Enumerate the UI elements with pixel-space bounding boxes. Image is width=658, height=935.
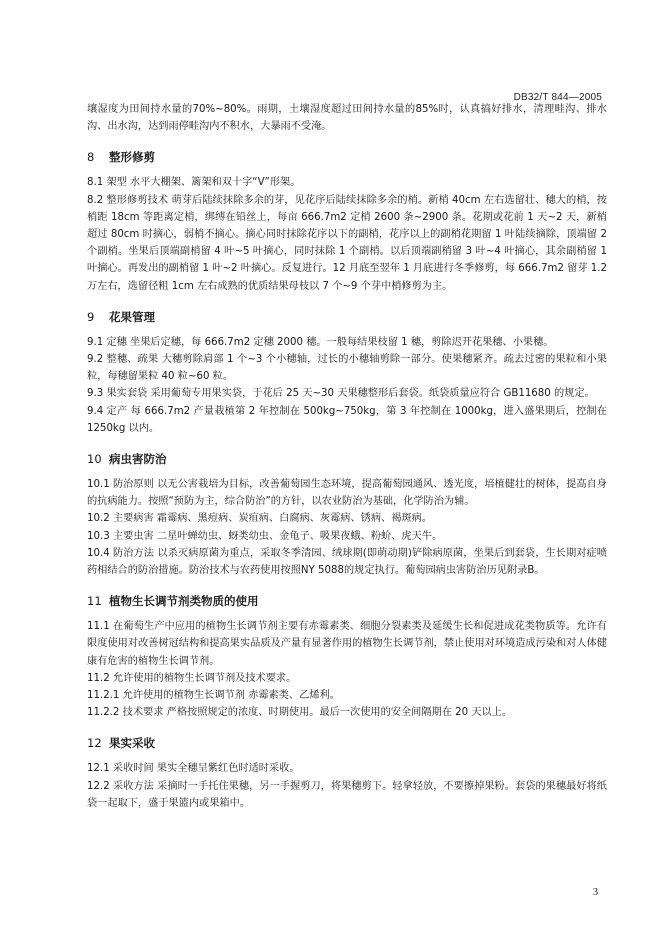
clause-11-2-2: 11.2.2 技术要求 严格按照规定的浓度、时期使用。最后一次使用的安全间隔期在 20 天以上。 (87, 707, 513, 719)
section-heading-12 (87, 735, 607, 751)
clause-8-1: 8.1 架型 水平大棚架、篱架和双十字“V”形架。 (87, 177, 301, 189)
clause-10-1: 10.1 防治原则 以无公害栽培为目标，改善葡萄园生态环境，提高葡萄园通风、透光度，培植健壮的树体，提高自身的抗病能力。按照“预防为主，综合防治”的方针，以农业防治为基础，化学防治为辅。 (87, 479, 607, 508)
paragraph-irrigation-continued: 壤湿度为田间持水量的70%~80%。雨期，土壤湿度超过田间持水量的85%时，认真搞好排水，清理畦沟、排水沟、出水沟，达到雨停畦沟内不积水，大暴雨不受淹。 (87, 104, 607, 133)
standard-code: DB32/T 844—2005 (513, 92, 602, 103)
section-title: 整形修剪 (109, 150, 155, 165)
clause-10-2: 10.2 主要病害 霜霉病、黑痘病、炭疽病、白腐病、灰霉病、锈病、褐斑病。 (87, 513, 432, 525)
section-number: 10 (87, 452, 102, 467)
clause-11-1: 11.1 在葡萄生产中应用的植物生长调节剂主要有赤霉素类、细胞分裂素类及延缓生长和促进成花类物质等。允许有限度使用对改善树冠结构和提高果实品质及产量有显著作用的植物生长调节剂，禁止使用对环境造成污染和对人体健康有危害的植物生长调节剂。 (87, 621, 607, 667)
section-title: 果实采收 (109, 736, 155, 751)
section-title: 病虫害防治 (109, 452, 167, 467)
section-heading-10 (87, 451, 607, 467)
section-number: 11 (87, 594, 102, 609)
clause-11-2-1: 11.2.1 允许使用的植物生长调节剂 赤霉素类、乙烯利。 (87, 690, 340, 702)
section-title: 植物生长调节剂类物质的使用 (109, 594, 259, 609)
section-number: 12 (87, 736, 102, 751)
section-heading-11 (87, 593, 607, 609)
clause-9-4: 9.4 定产 每 666.7m2 产量栽植第 2 年控制在 500kg~750kg，第 3 年控制在 1000kg，进入盛果期后，控制在 1250kg 以内。 (87, 405, 607, 434)
section-title: 花果管理 (109, 309, 155, 324)
clause-10-3: 10.3 主要虫害 二星叶蝉幼虫、蚜类幼虫、金龟子、吸果夜蛾、粉蚧、虎天牛。 (87, 530, 443, 542)
document-body (87, 101, 607, 812)
clause-8-2: 8.2 整形修剪技术 萌芽后陆续抹除多余的芽，见花序后陆续抹除多余的梢。新梢 40cm 左右选留壮、穗大的梢，按梢距 18cm 等距离定梢，绑缚在铅丝上，每亩 666.7m2 定梢 2600 条~2900 条。花期或花前 1 天~2 天，新梢超过 80cm 时摘心，弱梢不摘心。摘心同时抹除花序以下的副梢，花序以上的副梢花期留 1 叶陆续摘除，顶端留 2 个副梢。坐果后顶端副梢留 4 叶~5 叶摘心，同时抹除 1 个副梢。以后顶端副梢留 3 叶~4 叶摘心，其余副梢留 1 叶摘心。再发出的副梢留 1 叶~2 叶摘心。反复进行。12 月底至翌年 1 月底进行冬季修剪，每 666.7m2 留芽 1.2 万左右，选留径粗 1cm 左右成熟的优质结果母枝以 7 个~9 个芽中梢修剪为主。 (87, 194, 607, 292)
section-heading-9 (87, 309, 607, 325)
section-number: 8 (87, 150, 95, 165)
clause-11-2: 11.2 允许使用的植物生长调节剂及技术要求。 (87, 672, 297, 684)
clause-12-1: 12.1 采收时间 果实全穗呈紫红色时适时采收。 (87, 763, 300, 775)
clause-9-3: 9.3 果实套袋 采用葡萄专用果实袋，于花后 25 天~30 天果穗整形后套袋。纸袋质量应符合 GB11680 的规定。 (87, 388, 595, 400)
clause-9-1: 9.1 定穗 坐果后定穗，每 666.7m2 定穗 2000 穗。一般每结果枝留 1 穗，剪除迟开花果穗、小果穗。 (87, 336, 554, 348)
clause-10-4: 10.4 防治方法 以杀灭病原菌为重点，采取冬季清园、绒球期(即萌动期)铲除病原菌，坐果后到套袋，生长期对症喷药相结合的防治措施。防治技术与农药使用按照NY 5088的规定执行。葡萄园病虫害防治历见附录B。 (87, 547, 607, 577)
clause-12-2: 12.2 采收方法 采摘时一手托住果穗，另一手握剪刀，将果穗剪下。轻拿轻放，不要擦掉果粉。套袋的果穗最好将纸袋一起取下，盛于果篮内或果箱中。 (87, 780, 607, 809)
section-heading-8 (87, 149, 607, 165)
clause-9-2: 9.2 整穗、疏果 大穗剪除肩部 1 个~3 个小穗轴，过长的小穗轴剪除一部分。使果穗紧齐。疏去过密的果粒和小果粒，每穗留果粒 40 粒~60 粒。 (87, 354, 607, 383)
section-number: 9 (87, 309, 95, 324)
page-number: 3 (593, 887, 598, 898)
